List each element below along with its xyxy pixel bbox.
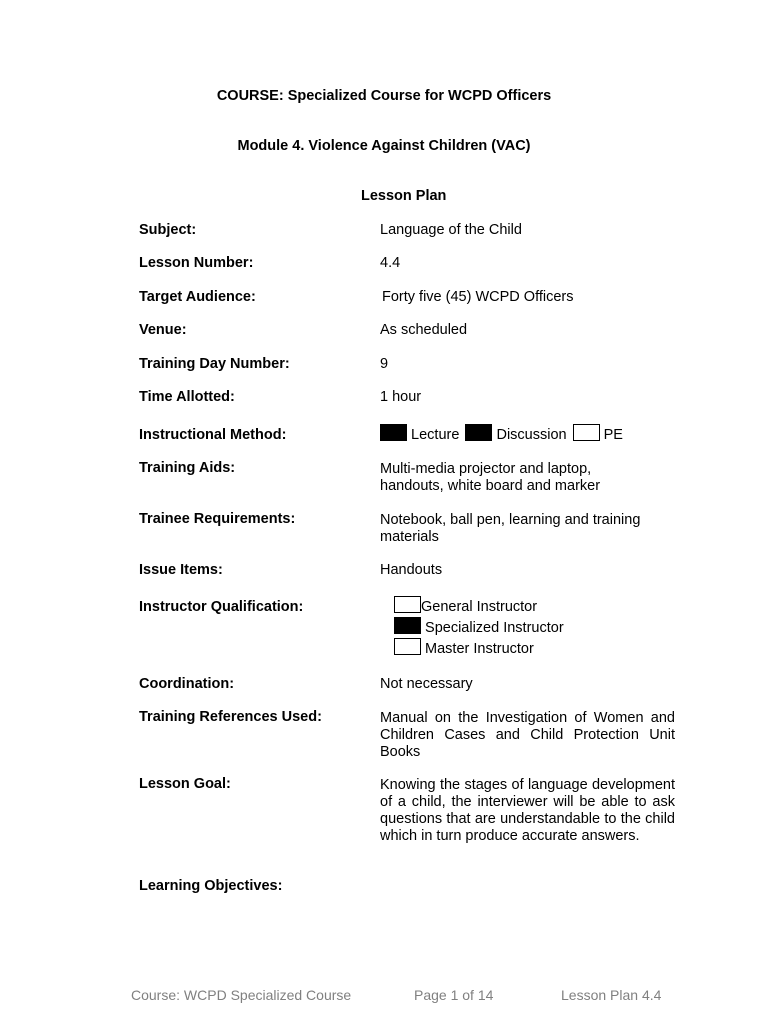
time-allotted-value: 1 hour [380, 389, 422, 405]
course-title: COURSE: Specialized Course for WCPD Officers [216, 88, 552, 104]
venue-value: As scheduled [380, 322, 468, 338]
footer-course: Course: WCPD Specialized Course [131, 987, 352, 1003]
training-aids-label: Training Aids: [139, 460, 236, 476]
time-allotted-label: Time Allotted: [139, 389, 235, 405]
discussion-option-label: Discussion [496, 427, 567, 443]
discussion-checkbox[interactable] [465, 424, 492, 441]
general-instructor-checkbox[interactable] [394, 596, 421, 613]
training-aids-value: Multi-media projector and laptop, handouts, white board and marker [380, 461, 601, 494]
footer-page-number: Page 1 of 14 [414, 987, 494, 1003]
coordination-label: Coordination: [139, 676, 235, 692]
pe-checkbox[interactable] [573, 424, 600, 441]
specialized-instructor-option [394, 617, 564, 636]
lesson-number-label: Lesson Number: [139, 255, 254, 271]
training-references-value: Manual on the Investigation of Women and Children Cases and Child Protection Unit Books [380, 710, 675, 760]
training-references-label: Training References Used: [139, 709, 322, 725]
venue-label: Venue: [139, 322, 187, 338]
master-instructor-option [394, 638, 534, 657]
issue-items-label: Issue Items: [139, 562, 223, 578]
specialized-instructor-checkbox[interactable] [394, 617, 421, 634]
learning-objectives-label: Learning Objectives: [139, 878, 283, 894]
lesson-number-value: 4.4 [380, 255, 401, 271]
general-instructor-option [394, 596, 537, 615]
issue-items-value: Handouts [380, 562, 443, 578]
lecture-checkbox[interactable] [380, 424, 407, 441]
trainee-requirements-value: Notebook, ball pen, learning and training materials [380, 512, 641, 545]
subject-value: Language of the Child [380, 222, 522, 238]
footer-lesson-plan: Lesson Plan 4.4 [561, 987, 662, 1003]
general-instructor-label: General Instructor [421, 599, 538, 615]
lesson-plan-heading: Lesson Plan [361, 188, 447, 204]
training-day-value: 9 [380, 356, 389, 372]
instructor-qualification-label: Instructor Qualification: [139, 599, 304, 615]
target-audience-value: Forty five (45) WCPD Officers [382, 289, 574, 305]
specialized-instructor-label: Specialized Instructor [425, 620, 564, 636]
coordination-value: Not necessary [380, 676, 473, 692]
lesson-goal-label: Lesson Goal: [139, 776, 231, 792]
lesson-goal-value: Knowing the stages of language development of a child, the interviewer will be able to ask questions that are understandable to the child which in turn produce accurate answers. [380, 777, 675, 844]
pe-option-label: PE [603, 427, 623, 443]
module-title: Module 4. Violence Against Children (VAC) [237, 138, 531, 154]
instructional-method-label: Instructional Method: [139, 427, 287, 443]
target-audience-label: Target Audience: [139, 289, 256, 305]
master-instructor-label: Master Instructor [425, 641, 534, 657]
subject-label: Subject: [139, 222, 197, 238]
trainee-requirements-label: Trainee Requirements: [139, 511, 296, 527]
training-day-label: Training Day Number: [139, 356, 290, 372]
lecture-option-label: Lecture [411, 427, 460, 443]
master-instructor-checkbox[interactable] [394, 638, 421, 655]
instructional-method-options [380, 424, 623, 443]
